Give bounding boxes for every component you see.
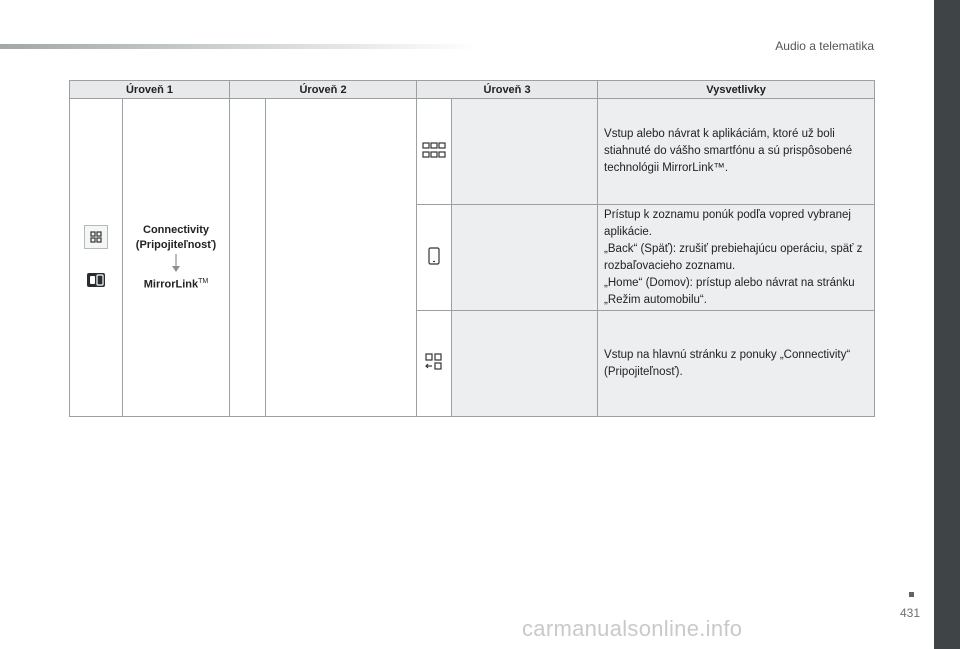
explanation-cell: [598, 99, 875, 205]
column-header-level2: Úroveň 2: [230, 81, 417, 99]
explanation-text: Vstup alebo návrat k aplikáciám, ktoré už boli stiahnuté do vášho smartfónu a sú prispôsobené technológii MirrorLink™.: [604, 128, 853, 174]
column-header-level3: Úroveň 3: [417, 81, 598, 99]
smartphone-icon: [427, 247, 441, 265]
explanation-line: „Home“ (Domov): prístup alebo návrat na stránku „Režim automobilu“.: [604, 276, 855, 306]
level3-empty-cell: [452, 205, 598, 311]
level2-subtitle: MirrorLink: [143, 278, 199, 291]
explanation-text: Vstup na hlavnú stránku z ponuky „Connectivity“ (Pripojiteľnosť).: [604, 348, 851, 378]
level3-icon-cell: [417, 311, 452, 417]
explanation-line: „Back“ (Späť): zrušiť prebiehajúcu operáciu, späť z rozbaľovacieho zoznamu.: [604, 242, 863, 272]
level3-empty-cell: [452, 311, 598, 417]
table-row: [70, 99, 875, 205]
page-marker: [909, 592, 914, 597]
level3-icon-cell: [417, 99, 452, 205]
watermark: carmanualsonline.info: [522, 616, 743, 641]
explanation-cell: [598, 205, 875, 311]
level2-subtitle-tm: TM: [198, 277, 209, 285]
column-header-explanation: Vysvetlivky: [598, 81, 875, 99]
level2-empty-cell: [230, 99, 266, 417]
connectivity-back-icon: [424, 353, 444, 371]
level2-label-cell: [123, 99, 230, 417]
apps-grid-icon: [84, 225, 108, 249]
app-grid-icon: [422, 142, 446, 158]
column-header-level1: Úroveň 1: [70, 81, 230, 99]
mirrorlink-phone-icon: [85, 269, 107, 291]
table-header-row: [70, 81, 875, 99]
level2-title-translation: (Pripojiteľnosť): [135, 238, 217, 251]
level3-icon-cell: [417, 205, 452, 311]
explanation-line: Prístup k zoznamu ponúk podľa vopred vybranej aplikácie.: [604, 208, 851, 238]
side-strip: [934, 0, 960, 649]
explanation-cell: [598, 311, 875, 417]
level3-empty-cell: [452, 99, 598, 205]
section-title: Audio a telematika: [775, 39, 874, 53]
level2-title: Connectivity: [143, 223, 210, 236]
menu-table: [69, 80, 875, 417]
level2-empty-cell: [266, 99, 417, 417]
header-gradient-bar: [0, 44, 480, 49]
arrow-down-icon: [171, 254, 181, 272]
page-number: 431: [900, 606, 921, 620]
level1-icon-cell: [70, 99, 123, 417]
